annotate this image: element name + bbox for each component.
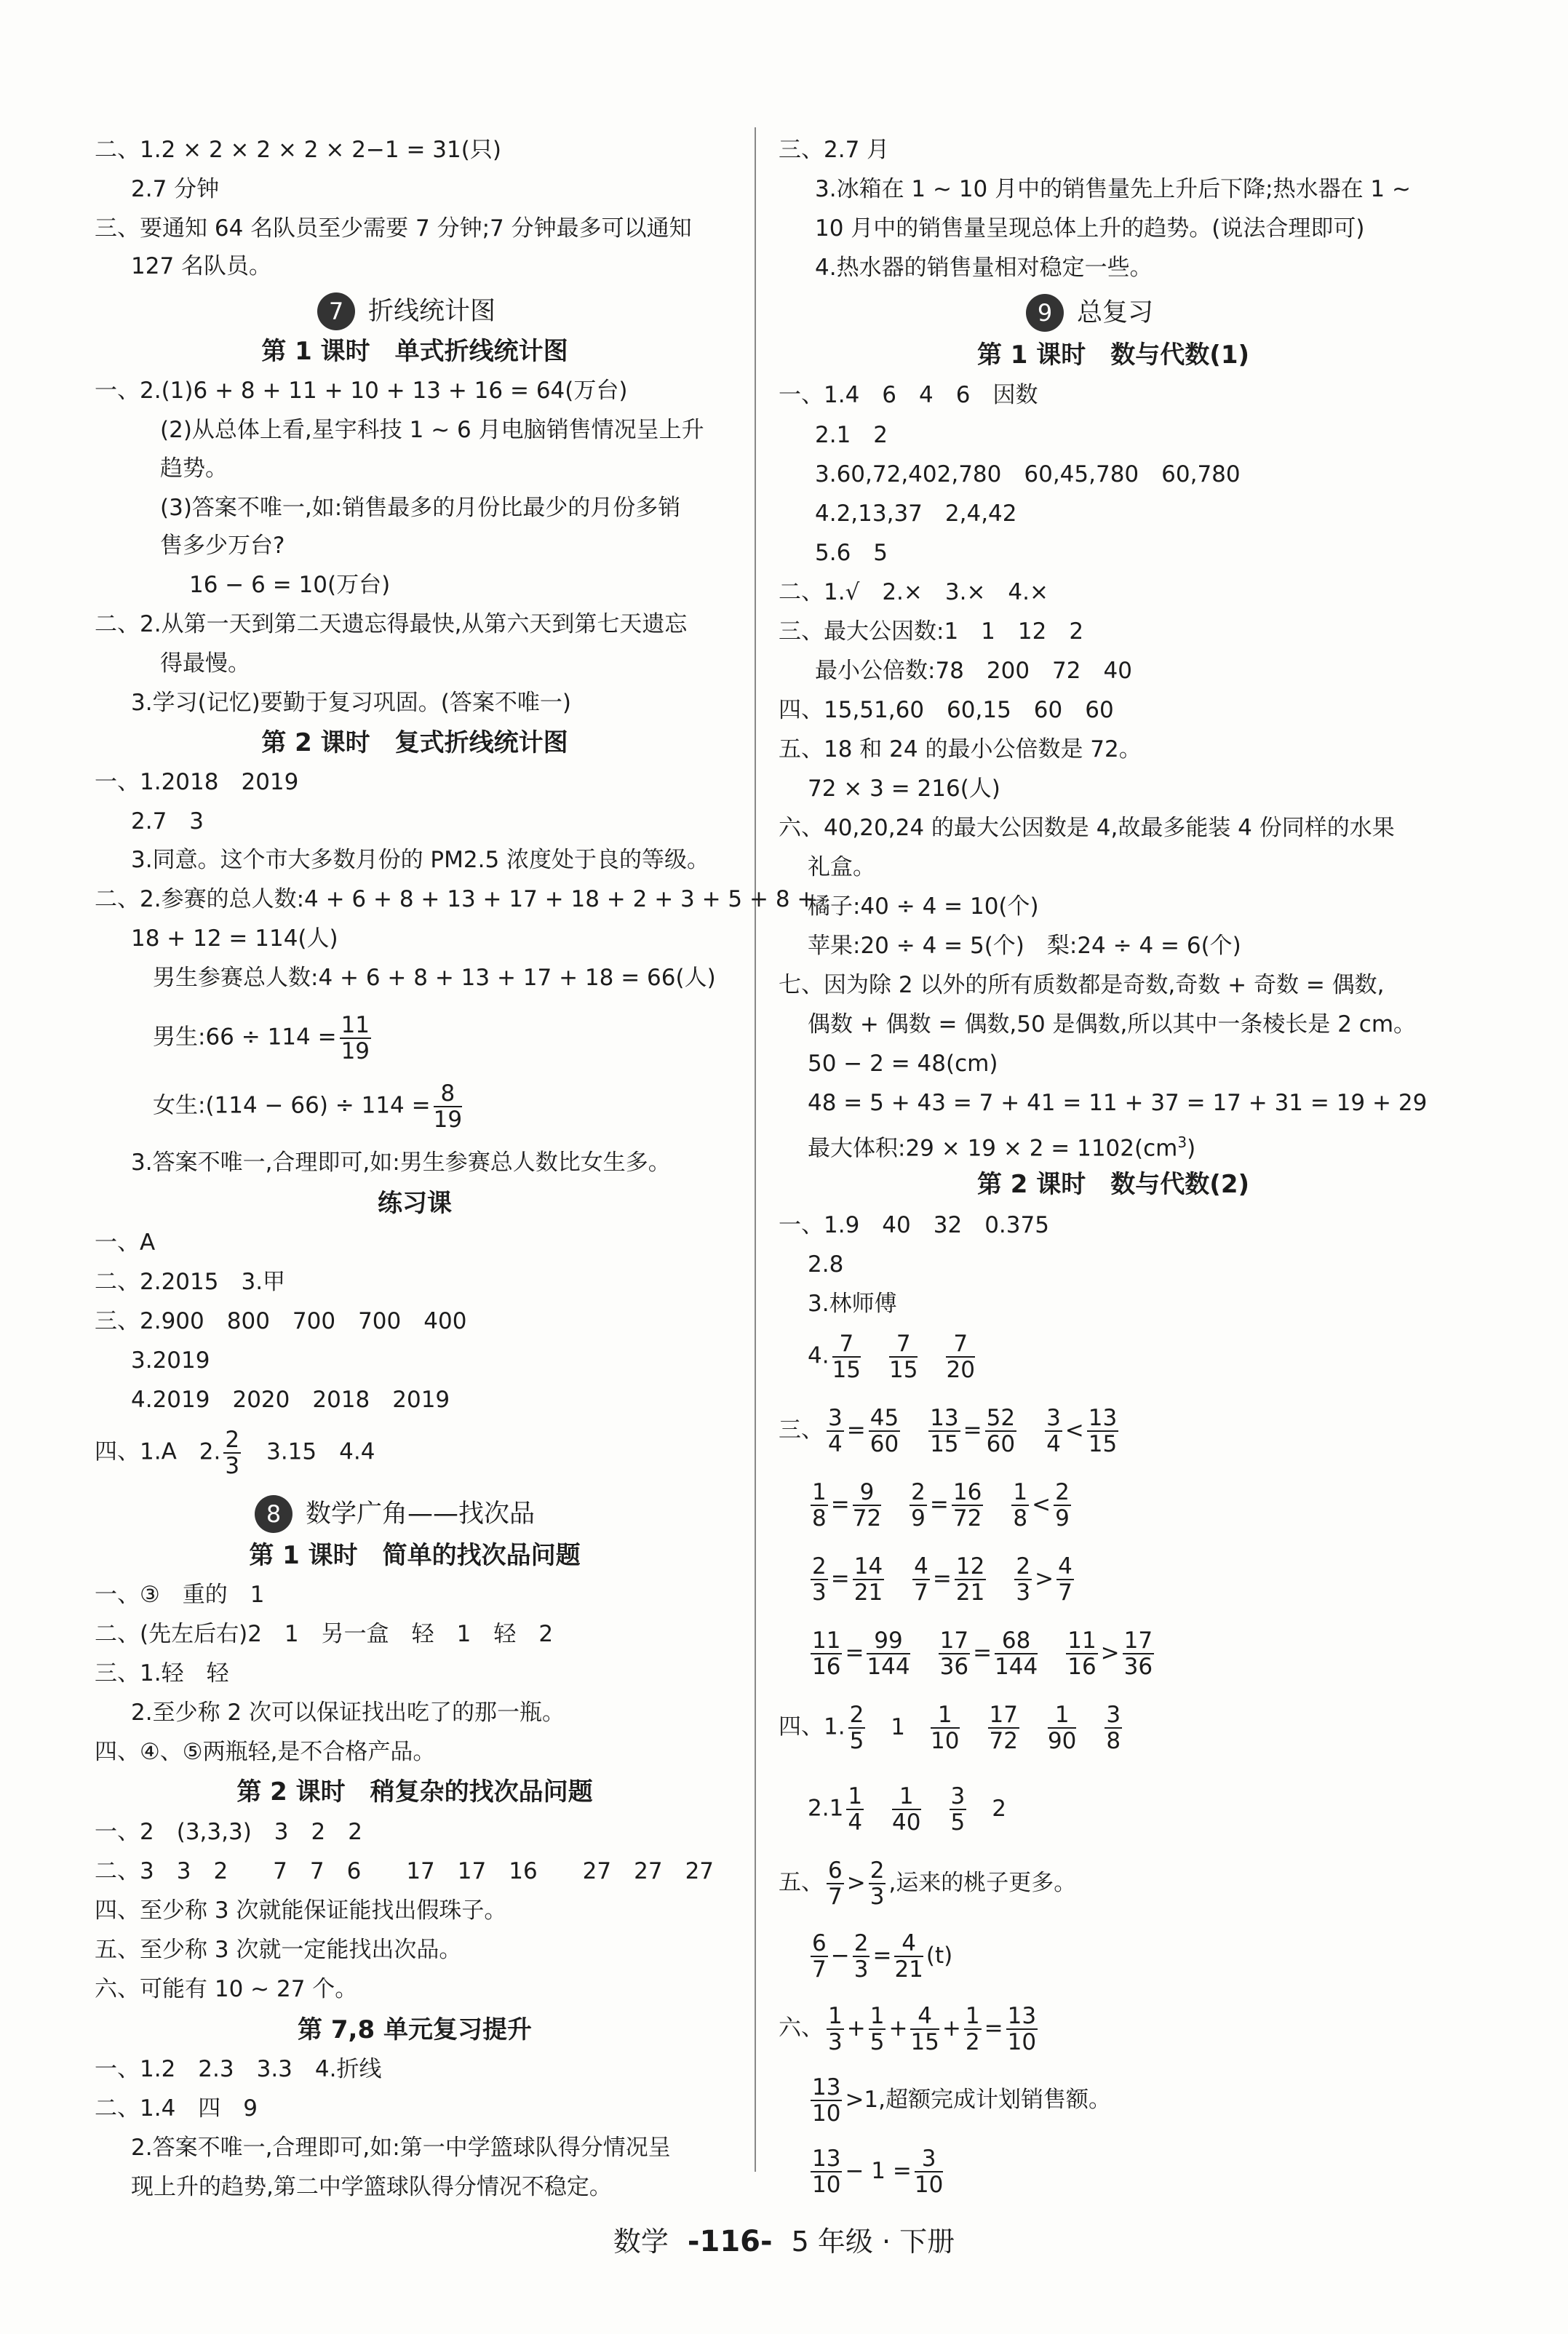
page-footer bbox=[0, 2219, 1568, 2259]
fraction: $\frac{4}{21}$ bbox=[894, 1930, 923, 1983]
answer-line: 2.1 2 bbox=[815, 422, 888, 448]
answer-line: 一、③ 重的 1 bbox=[95, 1582, 265, 1608]
fraction: $\frac{8}{19}$ bbox=[433, 1080, 463, 1133]
answer-line: 四、15,51,60 60,15 60 60 bbox=[779, 697, 1114, 723]
fraction: $\frac{11}{16}$ bbox=[812, 1628, 841, 1680]
fraction: $\frac{2}{3}$ bbox=[853, 1930, 869, 1983]
fraction-line: 四、1. $\frac{2}{5}$ 1 $\frac{1}{10}$ $\frac{17}{72}$ $\frac{1}{90}$ $\frac{3}{8}$ bbox=[779, 1702, 1121, 1754]
fraction-line: $\frac{13}{10}$ >1,超额完成计划销售额。 bbox=[812, 2074, 1112, 2127]
answer-line: 3.同意。这个市大多数月份的 PM2.5 浓度处于良的等级。 bbox=[131, 847, 710, 873]
answer-line: 2.至少称 2 次可以保证找出吃了的那一瓶。 bbox=[131, 1700, 565, 1726]
answer-line: 二、1.4 四 9 bbox=[95, 2095, 258, 2122]
answer-line: 七、因为除 2 以外的所有质数都是奇数,奇数 + 奇数 = 偶数, bbox=[779, 972, 1385, 998]
fraction: $\frac{12}{21}$ bbox=[955, 1553, 985, 1606]
fraction: $\frac{3}{4}$ bbox=[828, 1405, 843, 1457]
answer-line: 四、至少称 3 次就能保证能找出假珠子。 bbox=[95, 1897, 507, 1924]
answer-line: 3.学习(记忆)要勤于复习巩固。(答案不唯一) bbox=[131, 690, 571, 716]
fraction: $\frac{1}{5}$ bbox=[869, 2003, 885, 2055]
unit-number-badge: 7 bbox=[317, 292, 355, 330]
fraction-line: $\frac{1}{8}$ = $\frac{9}{72}$ $\frac{2}{9}$ = $\frac{16}{72}$ $\frac{1}{8}$ < $\frac{2}{9}$ bbox=[812, 1479, 1070, 1532]
fraction-line: 六、 $\frac{1}{3}$ + $\frac{1}{5}$ + $\frac{4}{15}$ + $\frac{1}{2}$ = $\frac{13}{10}$ bbox=[779, 2003, 1037, 2055]
fraction-line: 男生:66 ÷ 114 = $\frac{11}{19}$ bbox=[153, 1012, 370, 1064]
fraction-line: $\frac{6}{7}$ − $\frac{2}{3}$ = $\frac{4}{21}$ (t) bbox=[812, 1930, 953, 1983]
fraction: $\frac{16}{72}$ bbox=[952, 1479, 982, 1532]
answer-line: 最大体积:29 × $19 \times 2 = 1102(cm^3)$ bbox=[808, 1134, 1196, 1162]
answer-line: 五、18 和 24 的最小公倍数是 72。 bbox=[779, 736, 1142, 762]
answer-line: 一、2.(1)6 + 8 + 11 + 10 + 13 + 16 = 64(万台) bbox=[95, 378, 628, 404]
fraction: $\frac{17}{72}$ bbox=[989, 1702, 1018, 1754]
fraction: $\frac{7}{15}$ bbox=[889, 1331, 918, 1383]
fraction: $\frac{2}{3}$ bbox=[225, 1427, 240, 1479]
fraction: $\frac{6}{7}$ bbox=[828, 1857, 843, 1910]
fraction: $\frac{6}{7}$ bbox=[812, 1930, 827, 1983]
footer-grade: 5 年级 · 下册 bbox=[791, 2226, 955, 2258]
fraction: $\frac{13}{15}$ bbox=[930, 1405, 959, 1457]
answer-line: 3.林师傅 bbox=[808, 1291, 897, 1317]
answer-line: 六、40,20,24 的最大公因数是 4,故最多能装 4 份同样的水果 bbox=[779, 815, 1395, 841]
answer-line: 48 = 5 + 43 = 7 + 41 = 11 + 37 = 17 + 31 = 19 + 29 bbox=[808, 1090, 1428, 1116]
answer-line: 18 + 12 = 114(人) bbox=[131, 925, 338, 952]
answer-line: 127 名队员。 bbox=[131, 253, 272, 279]
answer-line: 二、2.2015 3.甲 bbox=[95, 1269, 286, 1295]
answer-line: 三、2.900 800 700 700 400 bbox=[95, 1308, 467, 1334]
answer-line: 二、1.2 × 2 × 2 × 2 × 2−1 = 31(只) bbox=[95, 137, 501, 163]
fraction: $\frac{45}{60}$ bbox=[869, 1405, 899, 1457]
answer-line: 三、最大公因数:1 1 12 2 bbox=[779, 618, 1084, 645]
answer-line: 二、2.从第一天到第二天遗忘得最快,从第六天到第七天遗忘 bbox=[95, 611, 688, 637]
fraction: $\frac{1}{4}$ bbox=[848, 1783, 863, 1836]
answer-line: 苹果:20 ÷ 4 = 5(个) 梨:24 ÷ 4 = 6(个) bbox=[808, 933, 1241, 959]
fraction: $\frac{2}{9}$ bbox=[1055, 1479, 1070, 1532]
answer-line: 一、1.9 40 32 0.375 bbox=[779, 1212, 1049, 1238]
fraction-line: $\frac{11}{16}$ = $\frac{99}{144}$ $\frac{17}{36}$ = $\frac{68}{144}$ $\frac{11}{16}$ > $\frac{17}{36}$ bbox=[812, 1628, 1153, 1680]
answer-line: 2.8 bbox=[808, 1251, 844, 1278]
answer-line: (2)从总体上看,星宇科技 1 ~ 6 月电脑销售情况呈上升 bbox=[160, 417, 704, 443]
fraction: $\frac{3}{8}$ bbox=[1106, 1702, 1121, 1754]
unit-8-heading bbox=[255, 1495, 535, 1533]
answer-line: 一、1.4 6 4 6 因数 bbox=[779, 382, 1038, 408]
fraction: $\frac{3}{10}$ bbox=[914, 2146, 944, 2198]
answer-line: 50 − 2 = 48(cm) bbox=[808, 1051, 998, 1077]
fraction: $\frac{14}{21}$ bbox=[853, 1553, 883, 1606]
answer-line: (3)答案不唯一,如:销售最多的月份比最少的月份多销 bbox=[160, 495, 681, 521]
footer-subject: 数学 bbox=[613, 2226, 669, 2258]
answer-line: 二、(先左后右)2 1 另一盒 轻 1 轻 2 bbox=[95, 1621, 554, 1647]
answer-line: 4.2,13,37 2,4,42 bbox=[815, 501, 1017, 527]
unit-title: 折线统计图 bbox=[368, 297, 496, 326]
answer-line: 16 − 6 = 10(万台) bbox=[189, 572, 391, 598]
answer-line: 10 月中的销售量呈现总体上升的趋势。(说法合理即可) bbox=[815, 215, 1365, 242]
answer-line: 最小公倍数:78 200 72 40 bbox=[815, 658, 1132, 684]
fraction: $\frac{1}{2}$ bbox=[965, 2003, 980, 2055]
fraction: $\frac{11}{16}$ bbox=[1067, 1628, 1097, 1680]
fraction: $\frac{52}{60}$ bbox=[986, 1405, 1016, 1457]
answer-line: 三、要通知 64 名队员至少需要 7 分钟;7 分钟最多可以通知 bbox=[95, 215, 692, 242]
fraction: $\frac{17}{36}$ bbox=[939, 1628, 969, 1680]
fraction-line: $\frac{13}{10}$ − 1 = $\frac{3}{10}$ bbox=[812, 2146, 944, 2198]
answer-line: 五、至少称 3 次就一定能找出次品。 bbox=[95, 1937, 462, 1963]
fraction: $\frac{99}{144}$ bbox=[867, 1628, 910, 1680]
answer-line: 六、可能有 10 ~ 27 个。 bbox=[95, 1976, 358, 2002]
answer-line: 2.7 分钟 bbox=[131, 176, 220, 202]
fraction: $\frac{13}{15}$ bbox=[1088, 1405, 1118, 1457]
fraction-line: $\frac{2}{3}$ = $\frac{14}{21}$ $\frac{4}{7}$ = $\frac{12}{21}$ $\frac{2}{3}$ > $\frac{4}{7}$ bbox=[812, 1553, 1072, 1606]
answer-line: 偶数 + 偶数 = 偶数,50 是偶数,所以其中一条棱长是 2 cm。 bbox=[808, 1011, 1417, 1037]
fraction: $\frac{3}{4}$ bbox=[1046, 1405, 1061, 1457]
fraction: $\frac{1}{10}$ bbox=[931, 1702, 960, 1754]
answer-line: 礼盒。 bbox=[808, 854, 875, 880]
fraction: $\frac{2}{3}$ bbox=[869, 1857, 885, 1910]
fraction: $\frac{1}{8}$ bbox=[1013, 1479, 1028, 1532]
fraction-line: 女生:(114 − 66) ÷ 114 = $\frac{8}{19}$ bbox=[153, 1080, 463, 1133]
fraction: $\frac{13}{10}$ bbox=[812, 2146, 841, 2198]
fraction: $\frac{7}{15}$ bbox=[832, 1331, 861, 1383]
fraction: $\frac{1}{8}$ bbox=[812, 1479, 827, 1532]
answer-line: 男生参赛总人数:4 + 6 + 8 + 13 + 17 + 18 = 66(人) bbox=[153, 965, 716, 991]
fraction: $\frac{4}{15}$ bbox=[910, 2003, 939, 2055]
answer-line: 二、3 3 2 7 7 6 17 17 16 27 27 27 bbox=[95, 1858, 715, 1884]
answer-line: 5.6 5 bbox=[815, 540, 888, 566]
fraction-line: 2.1 $\frac{1}{4}$ $\frac{1}{40}$ $\frac{3}{5}$ 2 bbox=[808, 1783, 1006, 1836]
answer-line: 2.答案不唯一,合理即可,如:第一中学篮球队得分情况呈 bbox=[131, 2135, 671, 2161]
answer-line: 一、1.2018 2019 bbox=[95, 769, 299, 795]
fraction: $\frac{2}{5}$ bbox=[849, 1702, 864, 1754]
fraction: $\frac{17}{36}$ bbox=[1123, 1628, 1153, 1680]
answer-line: 售多少万台? bbox=[160, 533, 285, 559]
answer-line: 3.答案不唯一,合理即可,如:男生参赛总人数比女生多。 bbox=[131, 1150, 671, 1176]
unit-7-heading bbox=[317, 292, 496, 330]
unit-9-heading bbox=[1026, 294, 1153, 332]
fraction: $\frac{13}{10}$ bbox=[812, 2074, 841, 2127]
fraction-line: 五、 $\frac{6}{7}$ > $\frac{2}{3}$ ,运来的桃子更多。 bbox=[779, 1857, 1077, 1910]
answer-line: 三、1.轻 轻 bbox=[95, 1660, 229, 1686]
fraction: $\frac{3}{5}$ bbox=[950, 1783, 966, 1836]
answer-line: 一、2 (3,3,3) 3 2 2 bbox=[95, 1819, 362, 1845]
fraction-line: 四、1.A 2. $\frac{2}{3}$ 3.15 4.4 bbox=[95, 1427, 375, 1479]
fraction: $\frac{4}{7}$ bbox=[1058, 1553, 1072, 1606]
page-number: -116- bbox=[687, 2225, 773, 2258]
unit-number-badge: 8 bbox=[255, 1495, 292, 1533]
answer-line: 2.7 3 bbox=[131, 808, 204, 835]
fraction: $\frac{2}{9}$ bbox=[911, 1479, 926, 1532]
answer-line: 4.热水器的销售量相对稳定一些。 bbox=[815, 255, 1153, 281]
fraction-line: 4. $\frac{7}{15}$ $\frac{7}{15}$ $\frac{7}{20}$ bbox=[808, 1331, 975, 1383]
fraction: $\frac{11}{19}$ bbox=[341, 1012, 370, 1064]
answer-line: 3.2019 bbox=[131, 1347, 210, 1374]
fraction: $\frac{13}{10}$ bbox=[1007, 2003, 1037, 2055]
answer-line: 4.2019 2020 2018 2019 bbox=[131, 1387, 450, 1413]
answer-line: 趋势。 bbox=[160, 455, 228, 482]
fraction-line: 三、 $\frac{3}{4}$ = $\frac{45}{60}$ $\frac{13}{15}$ = $\frac{52}{60}$ $\frac{3}{4}$ < $\frac{13}{15}$ bbox=[779, 1405, 1118, 1457]
unit-number-badge: 9 bbox=[1026, 294, 1064, 332]
answer-line: 二、1.√ 2.× 3.× 4.× bbox=[779, 579, 1048, 605]
fraction: $\frac{1}{3}$ bbox=[828, 2003, 843, 2055]
fraction: $\frac{2}{3}$ bbox=[812, 1553, 827, 1606]
answer-line: 一、1.2 2.3 3.3 4.折线 bbox=[95, 2056, 382, 2082]
unit-title: 数学广角——找次品 bbox=[306, 1499, 536, 1529]
fraction: $\frac{68}{144}$ bbox=[995, 1628, 1038, 1680]
answer-line: 现上升的趋势,第二中学篮球队得分情况不稳定。 bbox=[131, 2174, 612, 2200]
fraction: $\frac{9}{72}$ bbox=[852, 1479, 882, 1532]
fraction: $\frac{1}{40}$ bbox=[892, 1783, 921, 1836]
unit-title: 总复习 bbox=[1077, 298, 1154, 327]
answer-line: 二、2.参赛的总人数:4 + 6 + 8 + 13 + 17 + 18 + 2 + 3 + 5 + 8 + bbox=[95, 886, 816, 912]
answer-line: 一、A bbox=[95, 1230, 156, 1256]
fraction: $\frac{4}{7}$ bbox=[914, 1553, 928, 1606]
answer-line: 72 × 3 = 216(人) bbox=[808, 776, 1000, 802]
answer-line: 三、2.7 月 bbox=[779, 137, 890, 163]
fraction: $\frac{1}{90}$ bbox=[1047, 1702, 1077, 1754]
answer-line: 四、④、⑤两瓶轻,是不合格产品。 bbox=[95, 1739, 436, 1765]
answer-line: 得最慢。 bbox=[160, 650, 250, 677]
answer-line: 3.冰箱在 1 ~ 10 月中的销售量先上升后下降;热水器在 1 ~ bbox=[815, 176, 1411, 202]
answer-line: 3.60,72,402,780 60,45,780 60,780 bbox=[815, 461, 1241, 487]
column-divider bbox=[755, 127, 756, 2172]
fraction: $\frac{7}{20}$ bbox=[946, 1331, 975, 1383]
answer-line: 橘子:40 ÷ 4 = 10(个) bbox=[808, 893, 1039, 920]
fraction: $\frac{2}{3}$ bbox=[1016, 1553, 1031, 1606]
